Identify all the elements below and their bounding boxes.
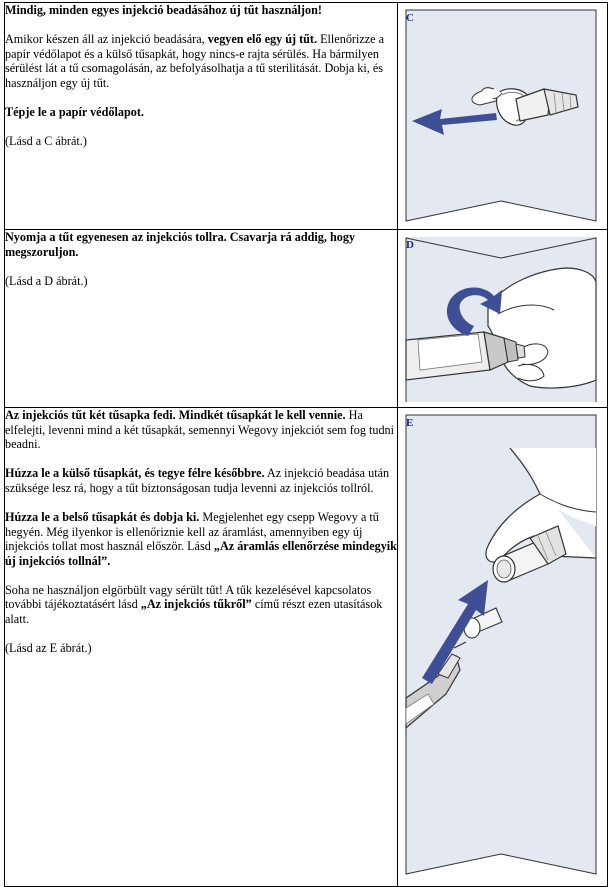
step-row-d <box>5 230 608 408</box>
step-paragraph <box>5 583 397 627</box>
text-run: (Lásd a D ábrát.) <box>5 273 88 288</box>
instruction-table <box>4 2 608 887</box>
step-row-e <box>5 408 608 887</box>
step-paragraph <box>5 274 397 289</box>
step-paragraph <box>5 105 397 120</box>
figure-e-illustration <box>398 408 607 886</box>
text-run: (Lásd az E ábrát.) <box>5 641 92 656</box>
bold-text-run: Nyomja a tűt egyenesen az injekciós tollra. Csavarja rá addig, hogy megszoruljon. <box>5 230 356 259</box>
step-paragraph <box>5 230 397 259</box>
figure-e-cell <box>398 408 608 887</box>
text-run: Ellenőrizze a papír védőlapot és a külső tűsapkát, hogy nincs-e rajta sérülés. Ha bármilyen sérülést lát a tű csomagolásán, az befolyásolhatja a tű sterilitását. Dobja ki, és használjon egy új tűt. <box>5 32 385 90</box>
figure-label-d: D <box>406 239 414 251</box>
text-run: című részt ezen utasítások alatt. <box>5 597 383 627</box>
bold-text-run: Húzza le a belső tűsapkát és dobja ki. <box>5 509 200 524</box>
step-paragraph <box>5 510 397 568</box>
figure-c-illustration <box>398 3 607 229</box>
text-run: Megjelenhet egy csepp Wegovy a tű hegyén. Még ilyenkor is ellenőriznie kell az áramlást, amennyiben egy új injekciós tollat most használ először. Lásd <box>5 509 379 554</box>
text-run: Az injekció beadása után szüksége lesz rá, hogy a tűt biztonságosan tudja levenni az injekciós tollról. <box>5 466 390 495</box>
bold-text-run: „Az áramlás ellenőrzése mindegyik új injekciós tollnál”. <box>5 539 397 568</box>
figure-label-c: C <box>406 12 414 24</box>
bold-text-run: „Az injekciós tűkről” <box>140 597 252 612</box>
step-row-c <box>5 3 608 230</box>
bold-text-run: Húzza le a külső tűsapkát, és tegye félre későbbre. <box>5 466 265 481</box>
text-run: Ha elfelejti, levenni mind a két tűsapkát, semennyi Wegovy injekciót sem fog tudni beadni. <box>5 408 395 452</box>
step-paragraph <box>5 641 397 656</box>
figure-label-e: E <box>406 417 414 429</box>
bold-text-run: Mindig, minden egyes injekció beadásához új tűt használjon! <box>5 3 322 17</box>
step-paragraph <box>5 3 397 18</box>
text-run: Soha ne használjon elgörbült vagy sérült tűt! A tűk kezelésével kapcsolatos további tájékoztatásért lásd <box>5 582 372 612</box>
figure-d-illustration <box>398 230 607 407</box>
bold-text-run: vegyen elő egy új tűt. <box>207 32 318 47</box>
text-run: (Lásd a C ábrát.) <box>5 134 87 149</box>
step-paragraph <box>5 466 397 495</box>
step-paragraph <box>5 408 397 452</box>
figure-c-cell <box>398 3 608 230</box>
step-paragraph <box>5 32 397 90</box>
step-text-e <box>5 408 398 887</box>
step-paragraph <box>5 134 397 149</box>
figure-d-cell <box>398 230 608 408</box>
step-text-d <box>5 230 398 408</box>
bold-text-run: Tépje le a papír védőlapot. <box>5 104 144 119</box>
bold-text-run: Az injekciós tűt két tűsapka fedi. Mindkét tűsapkát le kell vennie. <box>5 408 346 422</box>
text-run: Amikor készen áll az injekció beadására, <box>5 32 208 47</box>
step-text-c <box>5 3 398 230</box>
